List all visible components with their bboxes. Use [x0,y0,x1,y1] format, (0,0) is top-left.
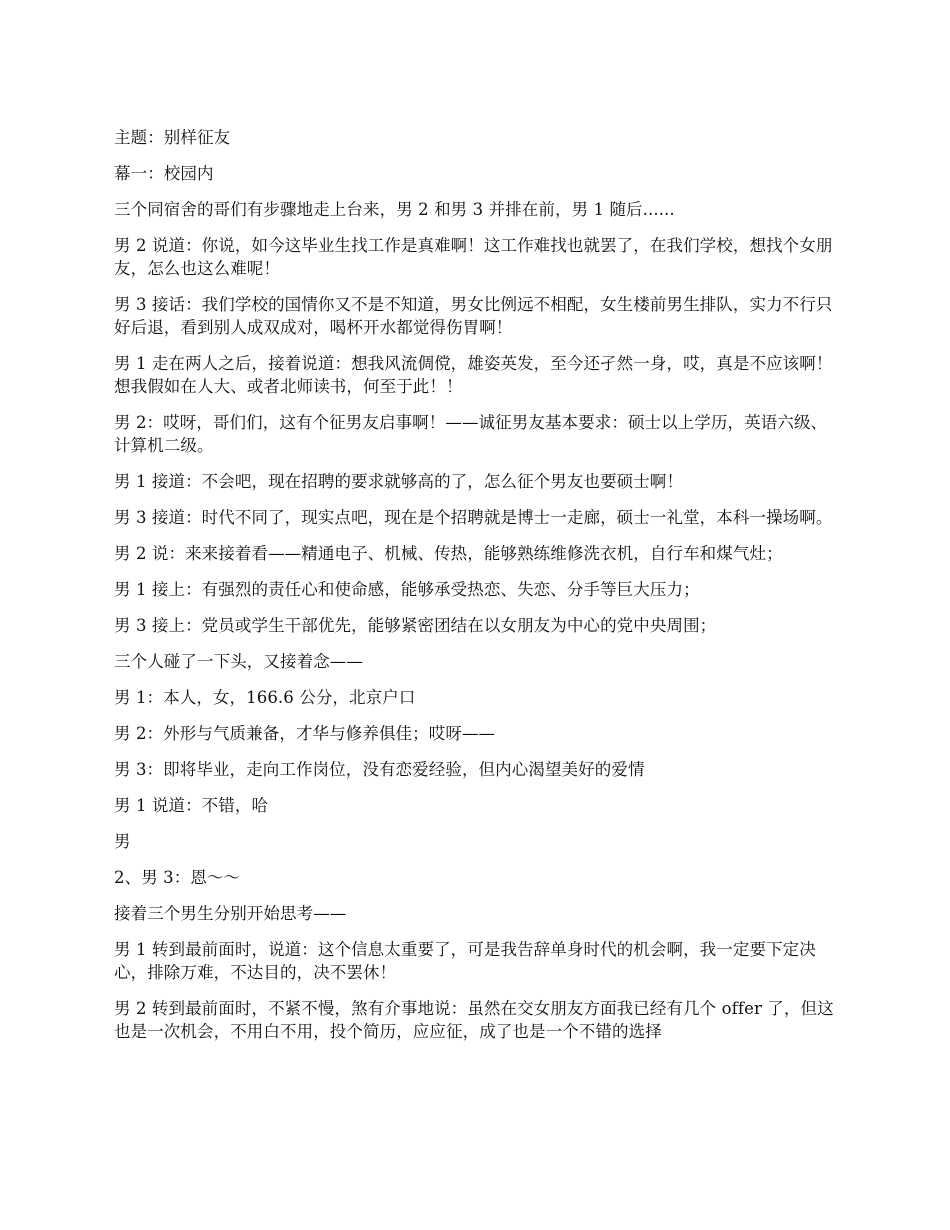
paragraph: 男 2 说道：你说，如今这毕业生找工作是真难啊！这工作难找也就罢了，在我们学校，想找个女朋友，怎么也这么难呢！ [114,236,833,278]
paragraph: 2、男 3：恩～～ [114,868,241,887]
paragraph-scene: 幕一：校园内 [114,164,214,183]
paragraph: 男 2 说：来来接着看——精通电子、机械、传热，能够熟练维修洗衣机，自行车和煤气灶； [114,544,783,563]
paragraph: 男 1 说道：不错，哈 [114,796,269,815]
paragraph: 男 3 接上：党员或学生干部优先，能够紧密团结在以女朋友为中心的党中央周围； [114,616,717,635]
paragraph: 男 1 转到最前面时，说道：这个信息太重要了，可是我告辞单身时代的机会啊，我一定要下定决心，排除万难，不达目的，决不罢休！ [114,940,816,982]
paragraph: 男 1 接道：不会吧，现在招聘的要求就够高的了，怎么征个男友也要硕士啊！ [114,472,684,491]
paragraph: 三个人碰了一下头，又接着念—— [114,652,363,671]
paragraph: 男 1 接上：有强烈的责任心和使命感，能够承受热恋、失恋、分手等巨大压力； [114,580,700,599]
paragraph: 三个同宿舍的哥们有步骤地走上台来，男 2 和男 3 并排在前，男 1 随后...... [114,200,675,219]
paragraph: 男 2：外形与气质兼备，才华与修养俱佳；哎呀—— [114,724,496,743]
paragraph: 男 3：即将毕业，走向工作岗位，没有恋爱经验，但内心渴望美好的爱情 [114,760,645,779]
document-body [114,126,842,1056]
paragraph: 男 2：哎呀，哥们们，这有个征男友启事啊！——诚征男友基本要求：硕士以上学历，英语六级、计算机二级。 [114,413,828,455]
paragraph: 男 2 转到最前面时，不紧不慢，煞有介事地说：虽然在交女朋友方面我已经有几个 offer 了，但这也是一次机会，不用白不用，投个简历，应应征，成了也是一个不错的选择 [114,999,834,1041]
paragraph-title: 主题：别样征友 [114,128,231,147]
paragraph: 男 3 接道：时代不同了，现实点吧，现在是个招聘就是博士一走廊，硕士一礼堂，本科一操场啊。 [114,508,833,527]
paragraph: 男 3 接话：我们学校的国情你又不是不知道，男女比例远不相配，女生楼前男生排队，实力不行只好后退，看到别人成双成对，喝杯开水都觉得伤胃啊！ [114,295,833,337]
paragraph: 男 1：本人，女，166.6 公分，北京户口 [114,688,416,707]
paragraph: 接着三个男生分别开始思考—— [114,904,347,923]
paragraph: 男 1 走在两人之后，接着说道：想我风流倜傥，雄姿英发，至今还孑然一身，哎，真是不应该啊！想我假如在人大、或者北师读书，何至于此！！ [114,354,833,396]
paragraph: 男 [114,832,131,851]
